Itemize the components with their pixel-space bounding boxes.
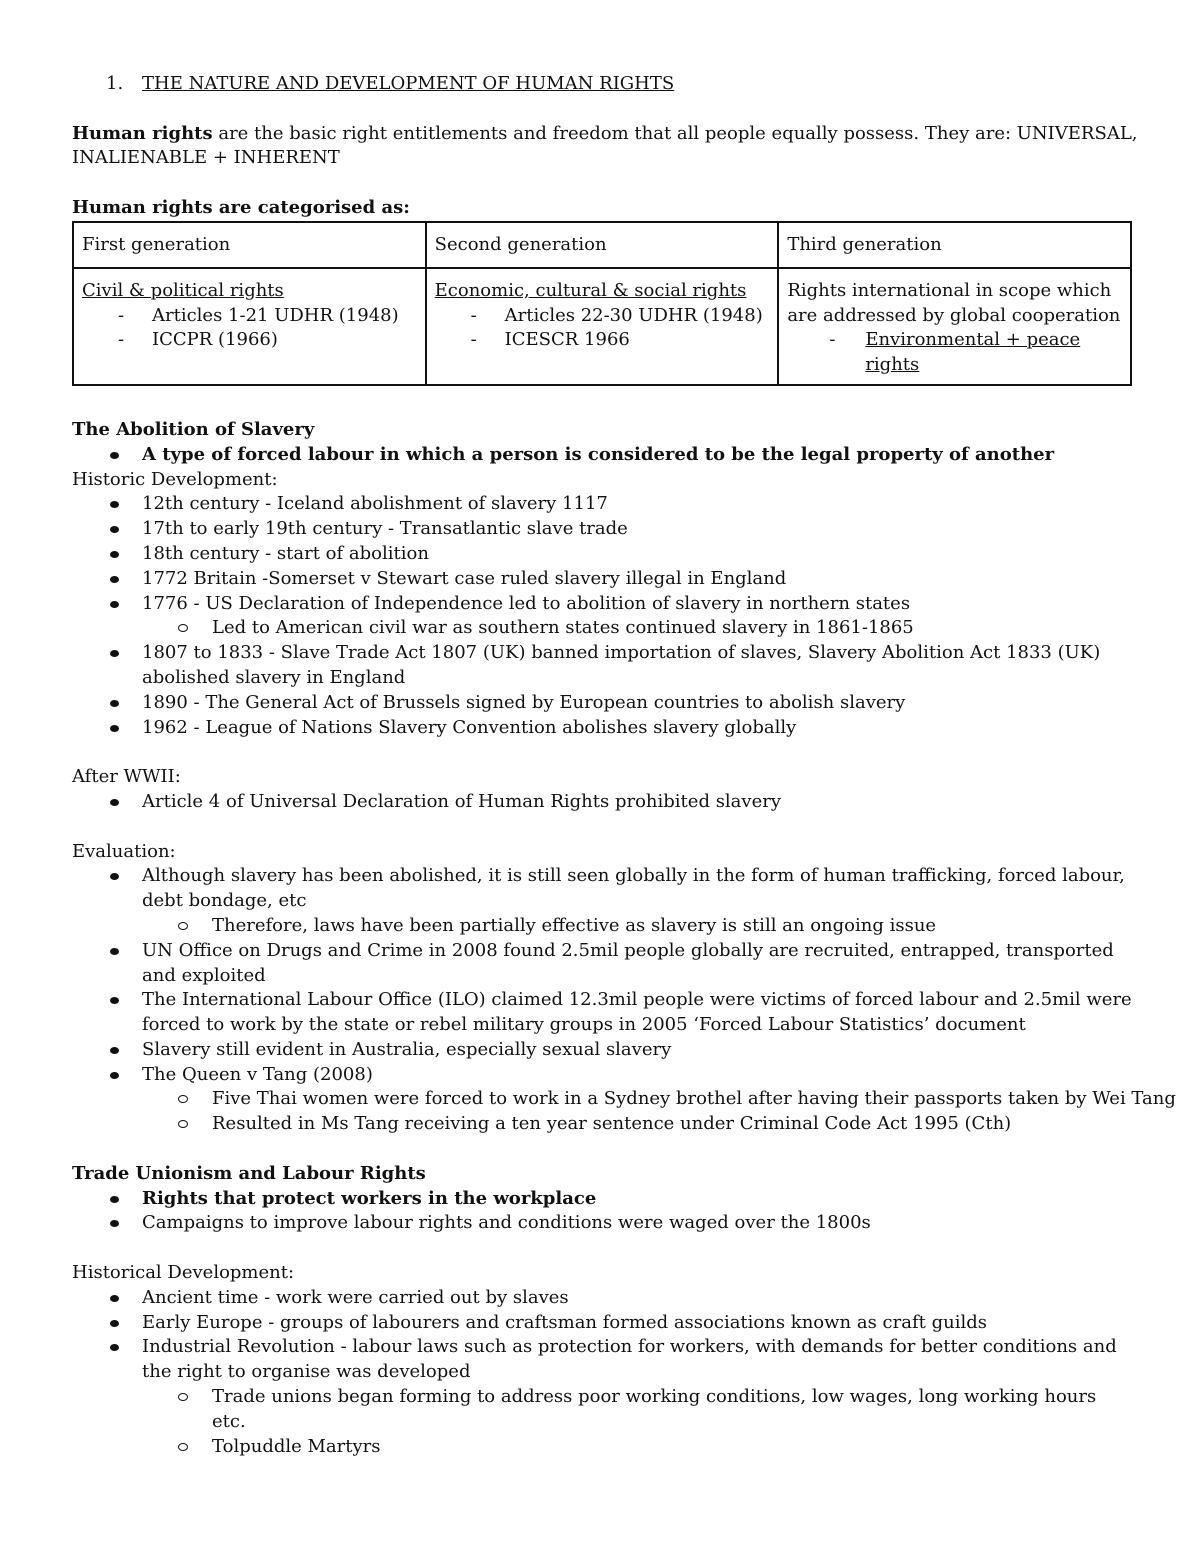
table-header-third: Third generation (778, 222, 1131, 268)
list-item: The International Labour Office (ILO) claimed 12.3mil people were victims of forced labour and 2.5mil were forced to work by the state or rebel military groups in 2005 ‘Forced Labour Statistics’ document (72, 988, 1132, 1038)
list-item: 1807 to 1833 - Slave Trade Act 1807 (UK) banned importation of slaves, Slavery Abolition Act 1833 (UK) abolished slavery in England (72, 641, 1132, 691)
list-item: 12th century - Iceland abolishment of slavery 1117 (72, 492, 1132, 517)
list-item: Slavery still evident in Australia, especially sexual slavery (72, 1038, 1132, 1063)
heading-title: THE NATURE AND DEVELOPMENT OF HUMAN RIGHTS (142, 73, 675, 94)
list-item: Ancient time - work were carried out by slaves (72, 1286, 1132, 1311)
list-item: Article 4 of Universal Declaration of Human Rights prohibited slavery (72, 790, 1132, 815)
list-item: - Environmental + peace rights (829, 329, 1081, 376)
heading-number: 1. (106, 73, 124, 94)
document-page (72, 72, 1176, 1459)
intro-line2: INALIENABLE + INHERENT (72, 147, 340, 169)
generations-table (72, 221, 1132, 386)
third-gen-line1: Rights international in scope which (787, 279, 1112, 301)
categorised-label: Human rights are categorised as: (72, 196, 410, 218)
table-cell-second (426, 268, 779, 385)
section-heading (72, 72, 1132, 97)
list-item: 18th century - start of abolition (72, 542, 1132, 567)
trade-title: Trade Unionism and Labour Rights (72, 1162, 426, 1184)
list-item: 1890 - The General Act of Brussels signed by European countries to abolish slavery (72, 691, 1132, 716)
list-subitem: Led to American civil war as southern states continued slavery in 1861-1865 (72, 616, 1132, 641)
first-gen-title: Civil & political rights (82, 279, 284, 301)
list-item: Early Europe - groups of labourers and craftsman formed associations known as craft guilds (72, 1311, 1132, 1336)
list-item: 1776 - US Declaration of Independence led to abolition of slavery in northern states (72, 592, 1132, 617)
list-subitem: Resulted in Ms Tang receiving a ten year sentence under Criminal Code Act 1995 (Cth) (72, 1112, 1132, 1137)
list-item: UN Office on Drugs and Crime in 2008 found 2.5mil people globally are recruited, entrapped, transported and exploited (72, 939, 1132, 989)
list-subitem: Therefore, laws have been partially effective as slavery is still an ongoing issue (72, 914, 1132, 939)
list-item: Campaigns to improve labour rights and conditions were waged over the 1800s (72, 1211, 1132, 1236)
list-item: - ICCPR (1966) (118, 329, 278, 351)
after-label: After WWII: (72, 766, 181, 788)
list-item: - Articles 22-30 UDHR (1948) (470, 304, 763, 326)
historical-label: Historical Development: (72, 1262, 295, 1284)
intro-text: are the basic right entitlements and freedom that all people equally possess. They are: UNIVERSAL, (212, 122, 1138, 144)
table-header-second: Second generation (426, 222, 779, 268)
list-subitem: Five Thai women were forced to work in a Sydney brothel after having their passports taken by Wei Tang (72, 1087, 1132, 1112)
list-item: - Articles 1-21 UDHR (1948) (118, 304, 399, 326)
list-item: 1962 - League of Nations Slavery Convention abolishes slavery globally (72, 716, 1132, 741)
historic-label: Historic Development: (72, 468, 278, 490)
evaluation-label: Evaluation: (72, 840, 176, 862)
table-cell-third (778, 268, 1131, 385)
second-gen-title: Economic, cultural & social rights (434, 279, 747, 301)
table-cell-first (73, 268, 426, 385)
list-item: Although slavery has been abolished, it is still seen globally in the form of human trafficking, forced labour, debt bondage, etc (72, 864, 1132, 914)
list-item: 1772 Britain -Somerset v Stewart case ruled slavery illegal in England (72, 567, 1132, 592)
list-subitem: Tolpuddle Martyrs (72, 1435, 1132, 1460)
slavery-title: The Abolition of Slavery (72, 418, 315, 440)
intro-bold: Human rights (72, 122, 213, 144)
list-item: The Queen v Tang (2008) (72, 1063, 1132, 1088)
intro-paragraph (72, 122, 1138, 147)
third-gen-line2: are addressed by global cooperation (787, 304, 1121, 326)
list-item: 17th to early 19th century - Transatlantic slave trade (72, 517, 1132, 542)
list-item: - ICESCR 1966 (470, 329, 630, 351)
table-header-first: First generation (73, 222, 426, 268)
list-item: A type of forced labour in which a person is considered to be the legal property of another (72, 443, 1132, 468)
list-subitem: Trade unions began forming to address poor working conditions, low wages, long working hours etc. (72, 1385, 1132, 1435)
list-item: Rights that protect workers in the workplace (72, 1187, 1132, 1212)
list-item: Industrial Revolution - labour laws such as protection for workers, with demands for better conditions and the right to organise was developed (72, 1335, 1132, 1385)
